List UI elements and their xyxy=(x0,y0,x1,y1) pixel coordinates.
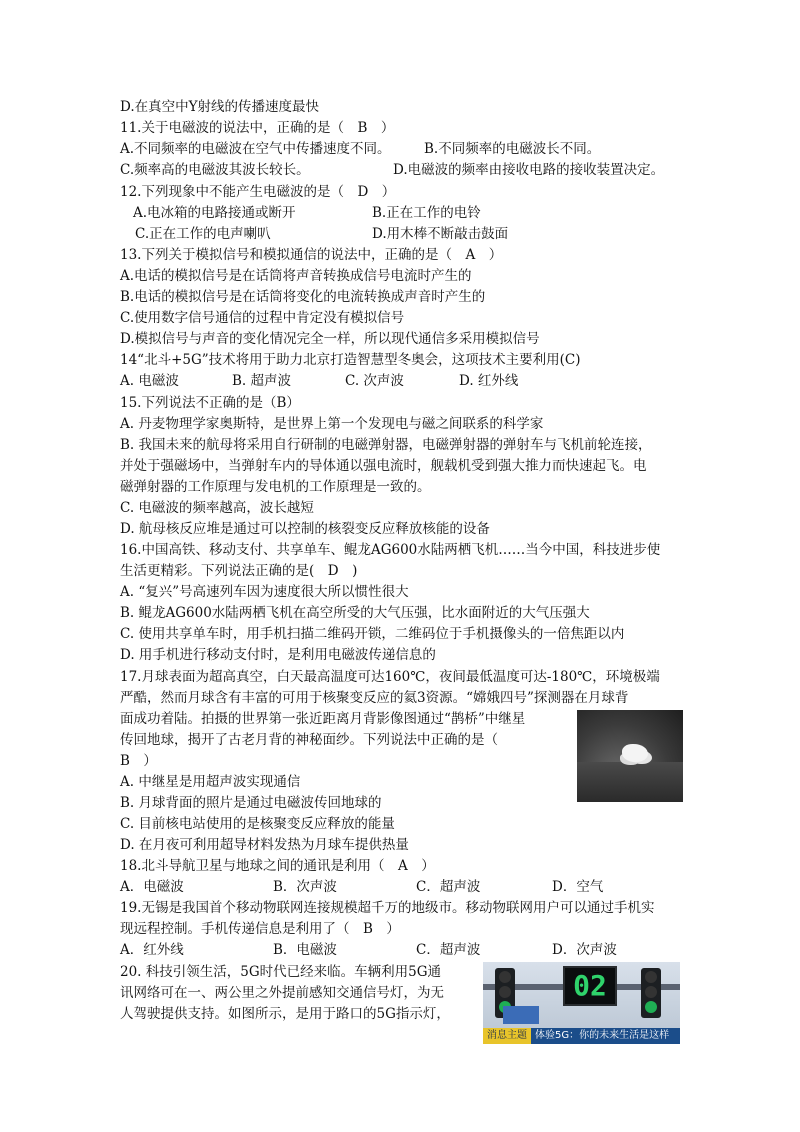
moon-rock xyxy=(622,744,648,762)
question-19-option-c: C．超声波 xyxy=(416,942,481,958)
question-13-option-a: A.电话的模拟信号是在话筒将声音转换成信号电流时产生的 xyxy=(120,268,472,284)
question-14-option-a: A. 电磁波 xyxy=(120,373,179,389)
question-11-option-b: B.不同频率的电磁波长不同。 xyxy=(424,141,601,157)
question-15-option-b-cont1: 并处于强磁场中，当弹射车内的导体通以强电流时，舰载机受到强大推力而快速起飞。电 xyxy=(120,458,647,474)
question-18-option-a: A．电磁波 xyxy=(120,879,184,895)
caption-text: 体验5G：你的未来生活是这样(下) xyxy=(483,1030,670,1057)
question-19-stem: 19.无锡是我国首个移动物联网连接规模超千万的地级市。移动物联网用户可以通过手机实 xyxy=(120,900,655,916)
question-10-option-d: D.在真空中Y射线的传播速度最快 xyxy=(120,99,320,115)
moon-ground xyxy=(577,762,683,802)
5g-board xyxy=(503,1006,539,1024)
question-20-stem: 20. 科技引领生活，5G时代已经来临。车辆利用5G通 xyxy=(120,964,442,980)
traffic-light-photo xyxy=(483,962,680,1057)
question-16-stem: 16.中国高铁、移动支付、共享单车、鲲龙AG600水陆两栖飞机……当今中国，科技进步使 xyxy=(120,542,661,558)
question-17-stem-cont3: 传回地球，揭开了古老月背的神秘面纱。下列说法中正确的是（ xyxy=(120,732,498,748)
question-15-option-b-cont2: 磁弹射器的工作原理与发电机的工作原理是一致的。 xyxy=(120,479,431,495)
question-15-option-c: C. 电磁波的频率越高，波长越短 xyxy=(120,500,314,516)
question-12-option-c: C.正在工作的电声喇叭 xyxy=(135,226,271,242)
question-20-stem-cont1: 讯网络可在一、两公里之外提前感知交通信号灯，为无 xyxy=(120,985,444,1001)
question-17-answer: B ） xyxy=(120,753,157,769)
question-15-option-a: A. 丹麦物理学家奥斯特，是世界上第一个发现电与磁之间联系的科学家 xyxy=(120,416,544,432)
question-15-option-d: D. 航母核反应堆是通过可以控制的核裂变反应释放核能的设备 xyxy=(120,521,490,537)
question-17-option-d: D. 在月夜可利用超导材料发热为月球车提供热量 xyxy=(120,837,409,853)
question-16-option-d: D. 用手机进行移动支付时，是利用电磁波传递信息的 xyxy=(120,647,436,663)
question-19-option-d: D．次声波 xyxy=(552,942,617,958)
question-11-stem: 11.关于电磁波的说法中，正确的是（ B ） xyxy=(120,120,395,136)
question-17-option-a: A. 中继星是用超声波实现通信 xyxy=(120,774,301,790)
question-16-option-c: C. 使用共享单车时，用手机扫描二维码开锁，二维码位于手机摄像头的一倍焦距以内 xyxy=(120,626,625,642)
question-17-stem-cont2: 面成功着陆。拍摄的世界第一张近距离月背影像图通过“鹊桥”中继星 xyxy=(120,711,526,727)
caption-tag: 消息主题 xyxy=(483,1028,531,1044)
question-17-option-b: B. 月球背面的照片是通过电磁波传回地球的 xyxy=(120,795,382,811)
question-18-option-b: B．次声波 xyxy=(273,879,337,895)
tv-caption-bar xyxy=(483,1028,680,1057)
question-14-option-b: B. 超声波 xyxy=(232,373,292,389)
question-17-stem-cont1: 严酷，然而月球含有丰富的可用于核聚变反应的氦3资源。“嫦娥四号”探测器在月球背 xyxy=(120,690,629,706)
question-12-option-b: B.正在工作的电铃 xyxy=(372,205,481,221)
question-17-stem: 17.月球表面为超高真空，白天最高温度可达160℃，夜间最低温度可达-180℃，环境极端 xyxy=(120,669,660,685)
question-16-option-b: B. 鲲龙AG600水陆两栖飞机在高空所受的大气压强，比水面附近的大气压强大 xyxy=(120,605,590,621)
question-13-stem: 13.下列关于模拟信号和模拟通信的说法中，正确的是（ A ） xyxy=(120,247,503,263)
countdown-display: 02 xyxy=(563,966,617,1006)
question-14-stem: 14“北斗+5G”技术将用于助力北京打造智慧型冬奥会，这项技术主要利用(C) xyxy=(120,352,581,368)
question-16-option-a: A. “复兴”号高速列车因为速度很大所以惯性很大 xyxy=(120,584,409,600)
question-17-option-c: C. 目前核电站使用的是核聚变反应释放的能量 xyxy=(120,816,395,832)
question-19-stem-cont: 现远程控制。手机传递信息是利用了（ B ） xyxy=(120,921,400,937)
question-19-option-a: A．红外线 xyxy=(120,942,184,958)
question-15-option-b: B. 我国未来的航母将采用自行研制的电磁弹射器，电磁弹射器的弹射车与飞机前轮连接， xyxy=(120,437,652,453)
question-18-option-d: D．空气 xyxy=(552,879,604,895)
question-13-option-b: B.电话的模拟信号是在话筒将变化的电流转换成声音时产生的 xyxy=(120,289,486,305)
question-12-option-a: A.电冰箱的电路接通或断开 xyxy=(133,205,296,221)
question-14-option-d: D. 红外线 xyxy=(459,373,519,389)
traffic-light-right xyxy=(641,968,661,1018)
question-15-stem: 15.下列说法不正确的是（B） xyxy=(120,395,300,411)
question-19-option-b: B．电磁波 xyxy=(273,942,337,958)
question-13-option-c: C.使用数字信号通信的过程中肯定没有模拟信号 xyxy=(120,310,405,326)
question-18-stem: 18.北斗导航卫星与地球之间的通讯是利用（ A ） xyxy=(120,858,435,874)
question-13-option-d: D.模拟信号与声音的变化情况完全一样，所以现代通信多采用模拟信号 xyxy=(120,331,540,347)
question-12-option-d: D.用木棒不断敲击鼓面 xyxy=(372,226,509,242)
question-14-option-c: C. 次声波 xyxy=(345,373,404,389)
question-11-option-d: D.电磁波的频率由接收电路的接收装置决定。 xyxy=(393,162,665,178)
question-12-stem: 12.下列现象中不能产生电磁波的是（ D ） xyxy=(120,184,396,200)
question-16-stem-cont: 生活更精彩。下列说法正确的是( D ) xyxy=(120,563,358,579)
question-11-option-c: C.频率高的电磁波其波长较长。 xyxy=(120,162,310,178)
moon-far-side-photo xyxy=(577,710,683,802)
question-20-stem-cont2: 人驾驶提供支持。如图所示，是用于路口的5G指示灯， xyxy=(120,1006,450,1022)
question-11-option-a: A.不同频率的电磁波在空气中传播速度不同。 xyxy=(120,141,391,157)
question-18-option-c: C．超声波 xyxy=(416,879,481,895)
